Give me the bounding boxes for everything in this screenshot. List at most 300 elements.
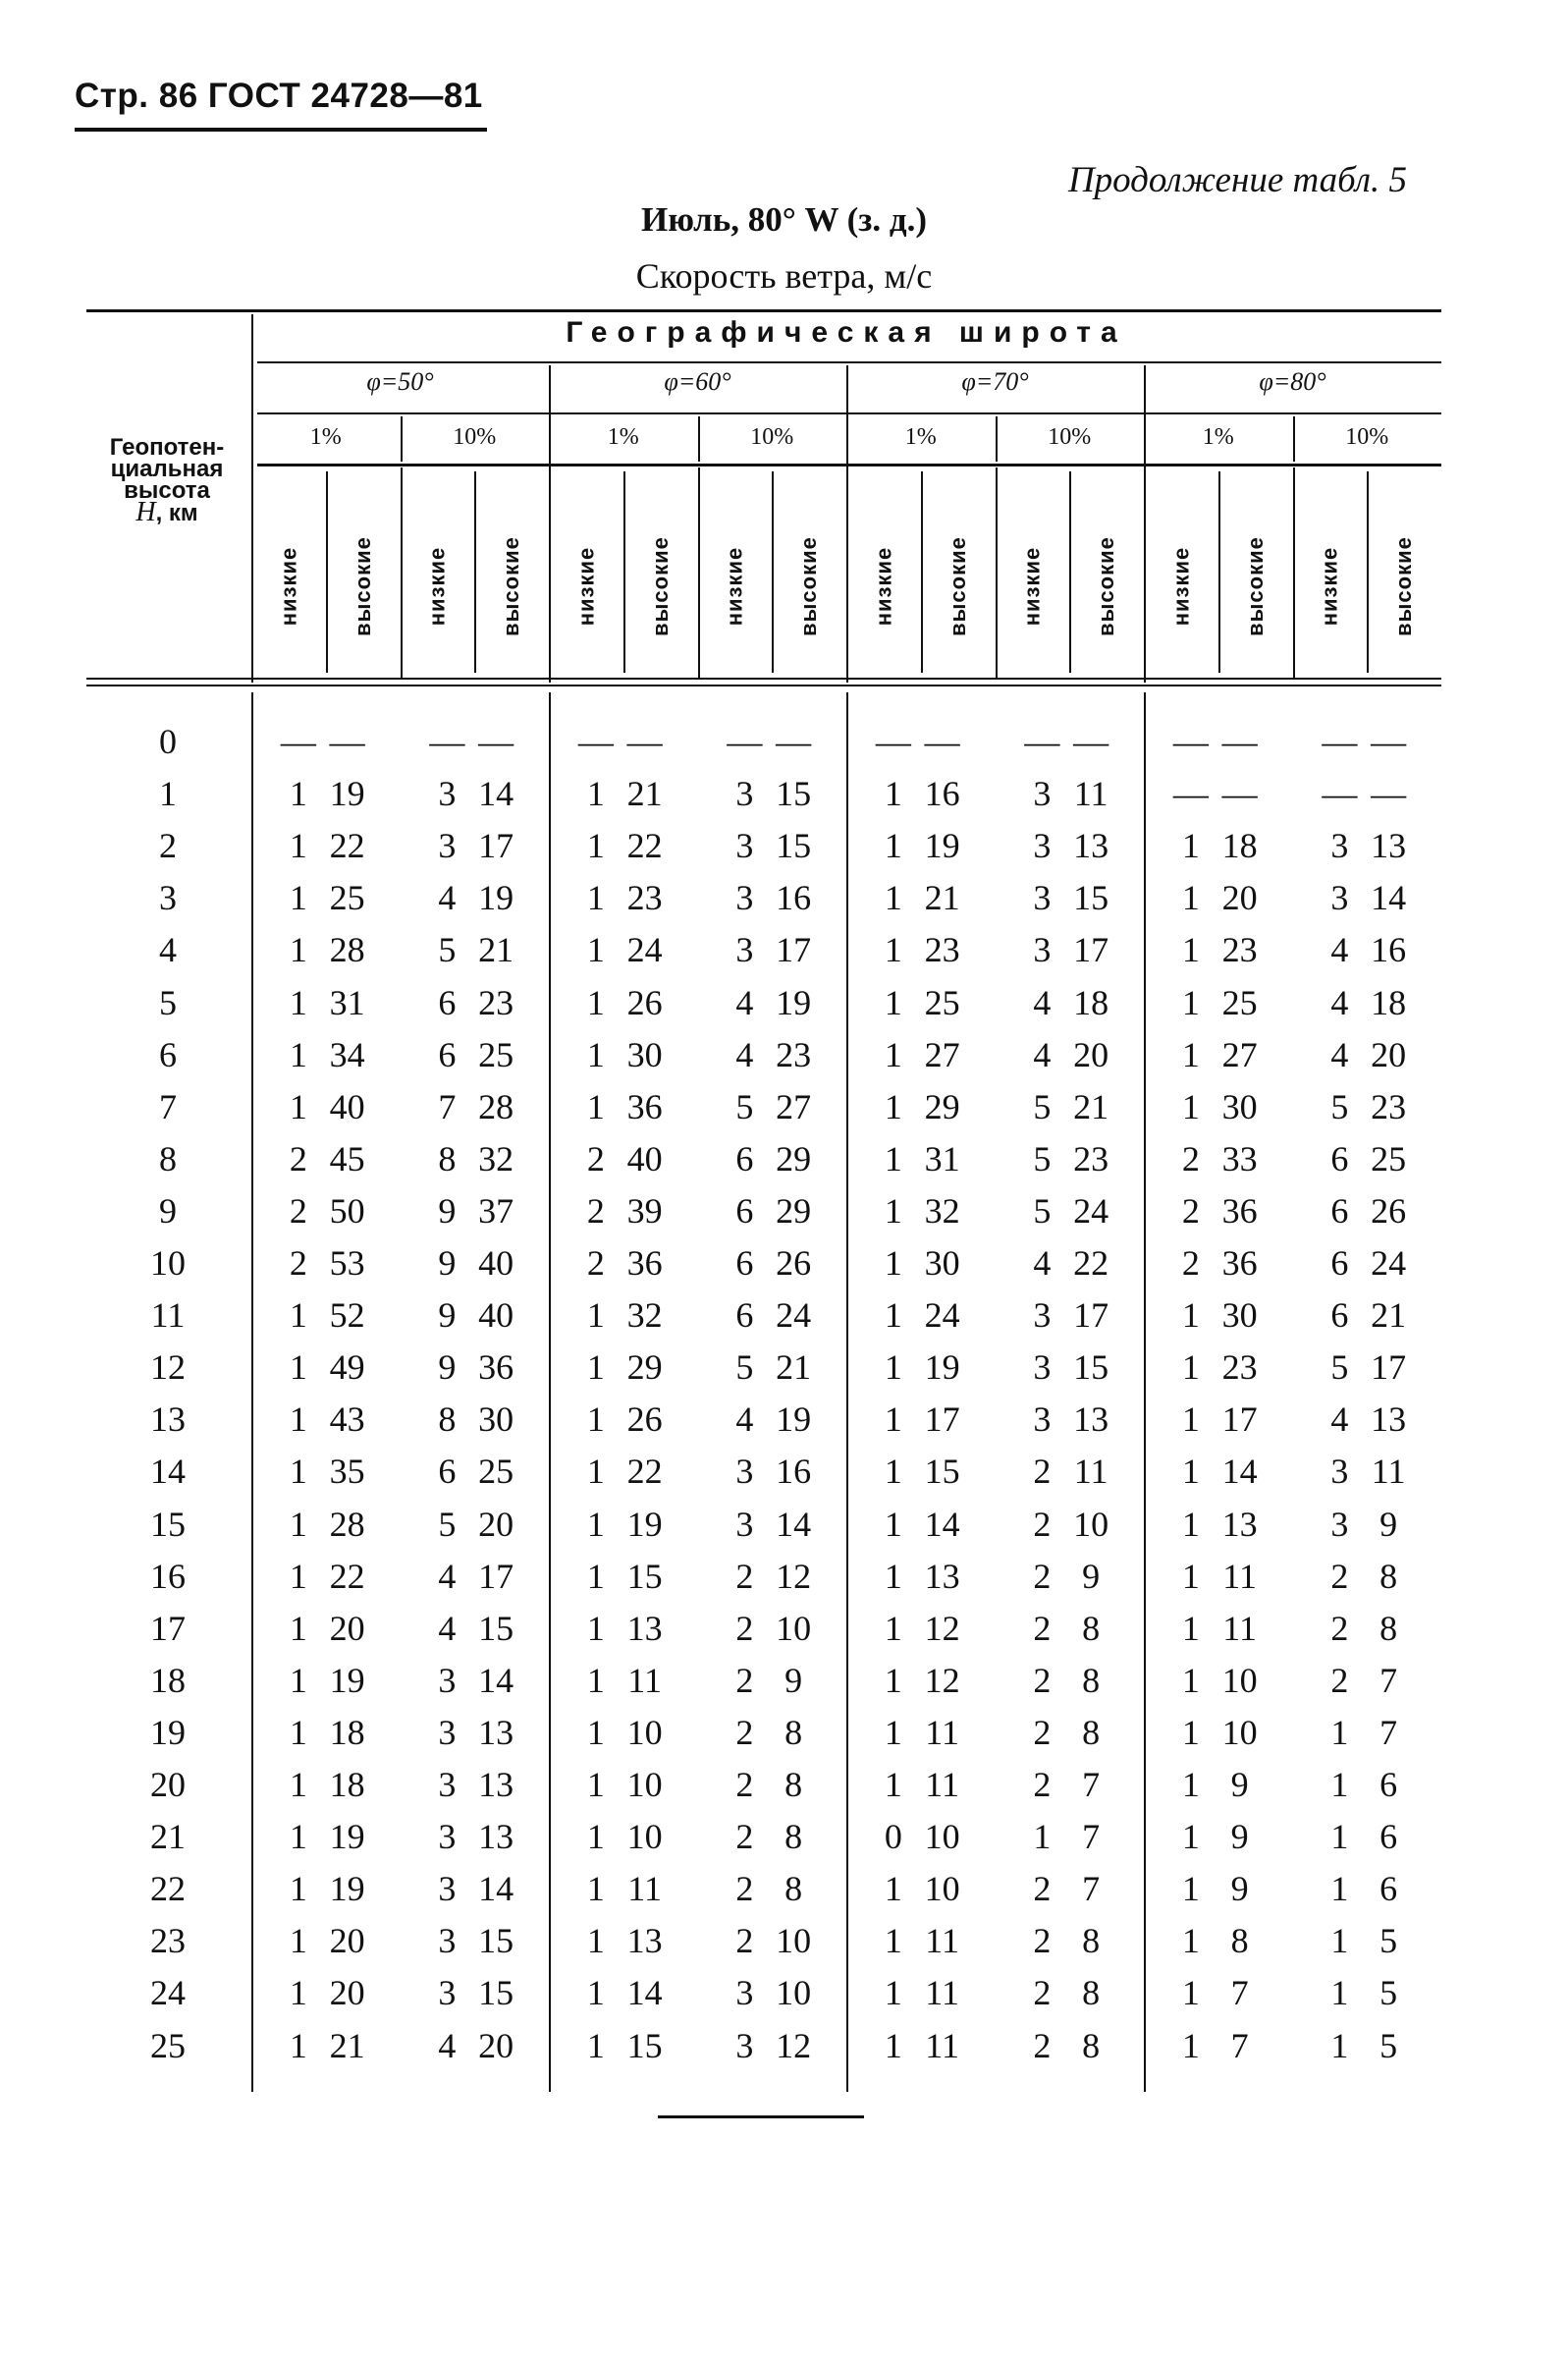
table-cell: 2 [586,1138,605,1179]
probability-header: 1% [904,424,937,450]
table-cell: 9 [1379,1504,1398,1544]
table-cell: 36 [478,1347,514,1388]
table-cell: 1 [884,1765,902,1804]
table-cell: 7 [1082,1817,1101,1857]
table-cell: 20 [1371,1034,1407,1074]
table-cell: 1 [884,1399,902,1440]
table-cell: 1 [586,1504,605,1544]
table-cell: 8 [1082,1660,1101,1700]
table-cell: 1 [586,2025,605,2065]
top-rule [86,309,1441,312]
header-bottom-rule [86,678,1441,680]
table-cell: 7 [1379,1712,1398,1752]
table-cell: 14 [478,1869,514,1909]
table-cell: 31 [924,1138,960,1179]
table-cell: 23 [1221,1347,1258,1388]
table-cell: 21 [1371,1295,1407,1336]
table-cell: 3 [1033,1295,1052,1336]
table-cell: 24 [776,1295,812,1336]
table-cell: — [875,722,911,761]
table-cell: 17 [478,1556,514,1596]
bound-divider [623,471,625,673]
month-title: Июль, 80° W (з. д.) [641,200,927,239]
table-cell: 11 [627,1869,662,1909]
table-cell: 10 [776,1973,812,2013]
table-cell: 8 [1082,1921,1101,1961]
table-cell: 3 [1033,1347,1052,1388]
table-cell: 1 [1330,1712,1349,1752]
table-cell: 1 [586,982,605,1022]
height-value: 24 [150,1973,186,2013]
table-cell: — [727,722,763,761]
table-cell: 3 [1033,826,1052,866]
table-cell: 5 [1379,1921,1398,1961]
table-cell: 2 [1330,1556,1349,1596]
table-cell: 15 [776,826,812,866]
table-cell: — [329,722,365,761]
probability-header: 1% [607,424,639,450]
table-cell: 8 [1082,1712,1101,1752]
bound-label [864,503,903,670]
table-cell: 26 [1371,1190,1407,1231]
probability-header: 10% [750,424,794,450]
table-cell: 1 [884,1243,902,1283]
table-cell: 2 [586,1243,605,1283]
table-cell: 1 [586,1452,605,1492]
table-cell: 2 [1033,1921,1052,1961]
table-cell: 1 [1330,1817,1349,1857]
table-cell: 1 [884,1138,902,1179]
table-cell: 19 [776,982,812,1022]
table-cell: 11 [1073,1452,1108,1492]
bound-label [417,503,457,670]
lat-rule [257,361,1441,363]
table-cell: 14 [626,1973,663,2013]
table-cell: 53 [329,1243,365,1283]
table-cell: 4 [438,878,457,918]
table-cell: 43 [329,1399,365,1440]
table-cell: 17 [478,826,514,866]
table-cell: 1 [289,2025,307,2065]
table-cell: 17 [1073,1295,1109,1336]
table-cell: 3 [735,878,754,918]
table-cell: 15 [478,1608,514,1648]
table-cell: 40 [478,1295,514,1336]
table-cell: 2 [1033,1712,1052,1752]
table-cell: 18 [329,1765,365,1804]
table-cell: 1 [1181,878,1200,918]
table-cell: 2 [289,1190,307,1231]
table-cell: 20 [1073,1034,1109,1074]
table-cell: 1 [884,1608,902,1648]
group-divider [846,692,848,2092]
bound-label [1236,503,1275,670]
pct-rule [257,412,1441,414]
table-cell: 24 [1371,1243,1407,1283]
table-cell: 16 [924,774,960,814]
table-cell: 1 [1330,1973,1349,2013]
table-cell: 11 [1371,1452,1406,1492]
table-cell: 3 [1330,1452,1349,1492]
table-cell: 27 [924,1034,960,1074]
table-cell: 8 [1082,1973,1101,2013]
table-caption: Скорость ветра, м/с [635,256,933,296]
table-cell: 36 [1221,1243,1258,1283]
table-cell: 3 [438,826,457,866]
prob-divider [698,416,700,462]
table-cell: 1 [884,982,902,1022]
table-cell: 27 [776,1086,812,1126]
table-cell: 6 [1330,1295,1349,1336]
height-value: 5 [159,982,177,1022]
table-cell: 14 [1371,878,1407,918]
table-cell: 13 [626,1921,663,1961]
bound-divider [326,471,328,673]
table-cell: 1 [884,1295,902,1336]
prob-divider [1293,467,1295,678]
table-cell: 7 [438,1086,457,1126]
table-cell: 1 [289,1973,307,2013]
table-cell: 1 [884,1660,902,1700]
table-cell: 2 [735,1712,754,1752]
table-cell: 22 [626,1452,663,1492]
height-value: 10 [150,1243,186,1283]
table-cell: 1 [1330,1921,1349,1961]
table-cell: 2 [735,1556,754,1596]
bound-divider [772,471,774,673]
table-cell: 1 [289,1295,307,1336]
height-value: 4 [159,930,177,970]
table-cell: 3 [735,774,754,814]
table-cell: 1 [586,1086,605,1126]
table-cell: 17 [924,1399,960,1440]
table-cell: 30 [1221,1086,1258,1126]
table-cell: 23 [924,930,960,970]
table-cell: 1 [586,1869,605,1909]
latitude-header: φ=70° [961,367,1029,396]
table-cell: 2 [1181,1138,1200,1179]
table-cell: 35 [329,1452,365,1492]
table-cell: 1 [884,1452,902,1492]
bound-divider [921,471,923,673]
table-cell: 8 [784,1765,803,1804]
table-cell: 1 [884,2025,902,2065]
table-cell: 1 [1181,1347,1200,1388]
table-cell: 2 [1181,1243,1200,1283]
table-cell: 21 [626,774,663,814]
table-cell: 10 [924,1817,960,1857]
table-cell: 6 [1379,1765,1398,1804]
table-cell: 2 [1033,1765,1052,1804]
bound-divider [474,471,476,673]
group-divider [1144,365,1146,683]
table-cell: 1 [884,1712,902,1752]
table-cell: 36 [1221,1190,1258,1231]
table-cell: — [1024,722,1060,761]
table-cell: 8 [1379,1556,1398,1596]
table-cell: 1 [1330,2025,1349,2065]
table-cell: 11 [925,1765,959,1804]
table-cell: — [478,722,514,761]
table-cell: 11 [1073,774,1108,814]
table-cell: 19 [924,826,960,866]
table-cell: 2 [735,1765,754,1804]
table-cell: 8 [1082,2025,1101,2065]
table-cell: 15 [1073,878,1109,918]
table-cell: 1 [289,930,307,970]
table-cell: 6 [1330,1138,1349,1179]
bound-label-text: низкие [1167,546,1193,627]
table-cell: 13 [478,1817,514,1857]
table-divider [251,692,253,2092]
table-cell: 6 [1330,1190,1349,1231]
table-cell: 20 [329,1921,365,1961]
table-cell: 11 [1222,1608,1257,1648]
table-cell: 18 [1221,826,1258,866]
height-value: 20 [150,1765,186,1804]
table-cell: 3 [438,1973,457,2013]
table-cell: 37 [478,1190,514,1231]
table-cell: 17 [1371,1347,1407,1388]
table-cell: 2 [735,1869,754,1909]
table-cell: 22 [329,826,365,866]
table-cell: — [1371,722,1407,761]
table-cell: 2 [1033,1660,1052,1700]
table-cell: 3 [735,1504,754,1544]
table-cell: 13 [1371,1399,1407,1440]
table-cell: 1 [289,1399,307,1440]
table-cell: 5 [438,1504,457,1544]
table-cell: 49 [329,1347,365,1388]
probability-header: 1% [309,424,342,450]
height-value: 14 [150,1452,186,1492]
table-cell: 29 [626,1347,663,1388]
table-cell: 8 [784,1869,803,1909]
bound-label-text: высокие [945,536,970,636]
table-cell: 2 [735,1660,754,1700]
table-cell: 5 [1033,1138,1052,1179]
table-cell: 14 [776,1504,812,1544]
height-unit: , км [155,500,198,526]
bound-label [1012,503,1052,670]
table-cell: 21 [1073,1086,1109,1126]
table-cell: 1 [884,1190,902,1231]
table-cell: 6 [438,1452,457,1492]
prob-divider [698,467,700,678]
table-cell: 1 [884,1973,902,2013]
table-cell: 1 [586,930,605,970]
table-cell: 1 [884,1347,902,1388]
table-cell: — [1322,722,1358,761]
table-cell: 1 [884,1921,902,1961]
table-cell: 1 [586,1921,605,1961]
table-cell: 26 [626,982,663,1022]
table-cell: 1 [289,1660,307,1700]
bound-label [1162,503,1201,670]
table-cell: 32 [626,1295,663,1336]
table-cell: 19 [329,1869,365,1909]
table-cell: 14 [478,774,514,814]
table-cell: 12 [776,2025,812,2065]
table-cell: 13 [1221,1504,1258,1544]
bound-label-text: высокие [499,536,524,636]
group-divider [1144,692,1146,2092]
table-cell: 1 [586,1765,605,1804]
table-cell: 8 [1082,1608,1101,1648]
table-cell: 10 [776,1608,812,1648]
table-cell: 8 [784,1712,803,1752]
table-cell: 1 [289,1556,307,1596]
table-cell: 1 [289,826,307,866]
table-cell: 3 [1330,878,1349,918]
table-cell: 6 [735,1190,754,1231]
table-cell: 3 [1033,930,1052,970]
table-cell: 3 [1330,1504,1349,1544]
table-cell: 1 [884,774,902,814]
table-cell: 4 [438,2025,457,2065]
table-cell: 1 [586,1608,605,1648]
table-cell: 25 [478,1452,514,1492]
table-cell: 5 [438,930,457,970]
continuation-note: Продолжение табл. 5 [1067,160,1407,200]
table-cell: 5 [1379,2025,1398,2065]
table-cell: 13 [478,1765,514,1804]
table-cell: — [429,722,465,761]
table-cell: 11 [627,1660,662,1700]
height-value: 15 [150,1504,186,1544]
bound-label-text: высокие [350,536,375,636]
bound-label-text: высокие [796,536,822,636]
table-cell: 1 [1181,1556,1200,1596]
table-cell: 6 [438,1034,457,1074]
table-cell: 4 [1033,1034,1052,1074]
table-cell: 11 [925,2025,959,2065]
table-cell: 1 [289,1921,307,1961]
table-cell: 1 [1181,1452,1200,1492]
table-cell: 11 [925,1921,959,1961]
table-cell: 15 [1073,1347,1109,1388]
table-cell: 1 [586,826,605,866]
bound-label-text: низкие [1019,546,1045,627]
bound-label-text: высокие [1094,536,1119,636]
height-value: 7 [159,1086,177,1126]
table-cell: 1 [289,982,307,1022]
table-cell: 36 [626,1086,663,1126]
bound-label [715,503,754,670]
table-cell: 10 [626,1817,663,1857]
table-cell: 1 [586,774,605,814]
table-cell: 32 [924,1190,960,1231]
table-cell: 32 [478,1138,514,1179]
table-cell: 23 [478,982,514,1022]
table-cell: 14 [924,1504,960,1544]
table-cell: 22 [626,826,663,866]
table-cell: 8 [438,1138,457,1179]
table-cell: 1 [586,1399,605,1440]
table-cell: 3 [735,1452,754,1492]
group-divider [846,365,848,683]
table-cell: 17 [1221,1399,1258,1440]
bound-label-text: низкие [424,546,450,627]
table-cell: 1 [884,930,902,970]
table-cell: — [626,722,663,761]
table-cell: 1 [1181,982,1200,1022]
table-cell: 5 [1033,1086,1052,1126]
prob-divider [996,467,998,678]
table-cell: — [280,722,316,761]
table-cell: 27 [1221,1034,1258,1074]
table-cell: 25 [478,1034,514,1074]
table-cell: 1 [289,1608,307,1648]
table-cell: 13 [1371,826,1407,866]
table-cell: 3 [438,1660,457,1700]
table-cell: 1 [586,1034,605,1074]
prob-divider [1293,416,1295,462]
table-cell: 7 [1082,1765,1101,1804]
table-cell: 1 [289,1504,307,1544]
table-cell: 15 [626,1556,663,1596]
height-value: 8 [159,1138,177,1179]
table-cell: 2 [1330,1660,1349,1700]
table-cell: 11 [925,1973,959,2013]
row-header-line: высота [124,477,210,504]
table-cell: 39 [626,1190,663,1231]
table-cell: — [1073,722,1109,761]
table-cell: 4 [1330,1399,1349,1440]
height-value: 18 [150,1660,186,1700]
table-cell: 22 [329,1556,365,1596]
table-cell: 6 [1379,1869,1398,1909]
table-cell: — [1221,722,1258,761]
table-cell: 4 [438,1608,457,1648]
table-cell: 1 [1181,1608,1200,1648]
table-cell: 9 [1230,1869,1249,1909]
table-cell: 5 [1330,1086,1349,1126]
row-header-line: Геопотен- [109,434,225,461]
table-cell: 5 [1379,1973,1398,2013]
height-value: 9 [159,1190,177,1231]
table-cell: 20 [329,1973,365,2013]
table-cell: 2 [1033,1452,1052,1492]
table-cell: 3 [1033,878,1052,918]
height-value: 2 [159,826,177,866]
probability-header: 10% [1048,424,1092,450]
bound-divider [1367,471,1369,673]
table-cell: 15 [924,1452,960,1492]
table-cell: 6 [1379,1817,1398,1857]
bound-label [1310,503,1349,670]
table-cell: 3 [1033,774,1052,814]
table-cell: 28 [329,930,365,970]
table-cell: 0 [884,1817,902,1857]
bound-label [344,503,383,670]
prob-divider [996,416,998,462]
table-cell: 1 [289,1817,307,1857]
bound-label-text: высокие [647,536,673,636]
table-cell: 5 [735,1086,754,1126]
bound-label [1384,503,1424,670]
table-cell: 8 [1230,1921,1249,1961]
latitude-header: φ=50° [366,367,434,396]
table-cell: 12 [924,1608,960,1648]
table-cell: 1 [586,1660,605,1700]
table-cell: 15 [776,774,812,814]
table-cell: 3 [438,1869,457,1909]
table-cell: 1 [289,1765,307,1804]
table-cell: 9 [438,1295,457,1336]
table-cell: 33 [1221,1138,1258,1179]
table-cell: 2 [1033,1556,1052,1596]
